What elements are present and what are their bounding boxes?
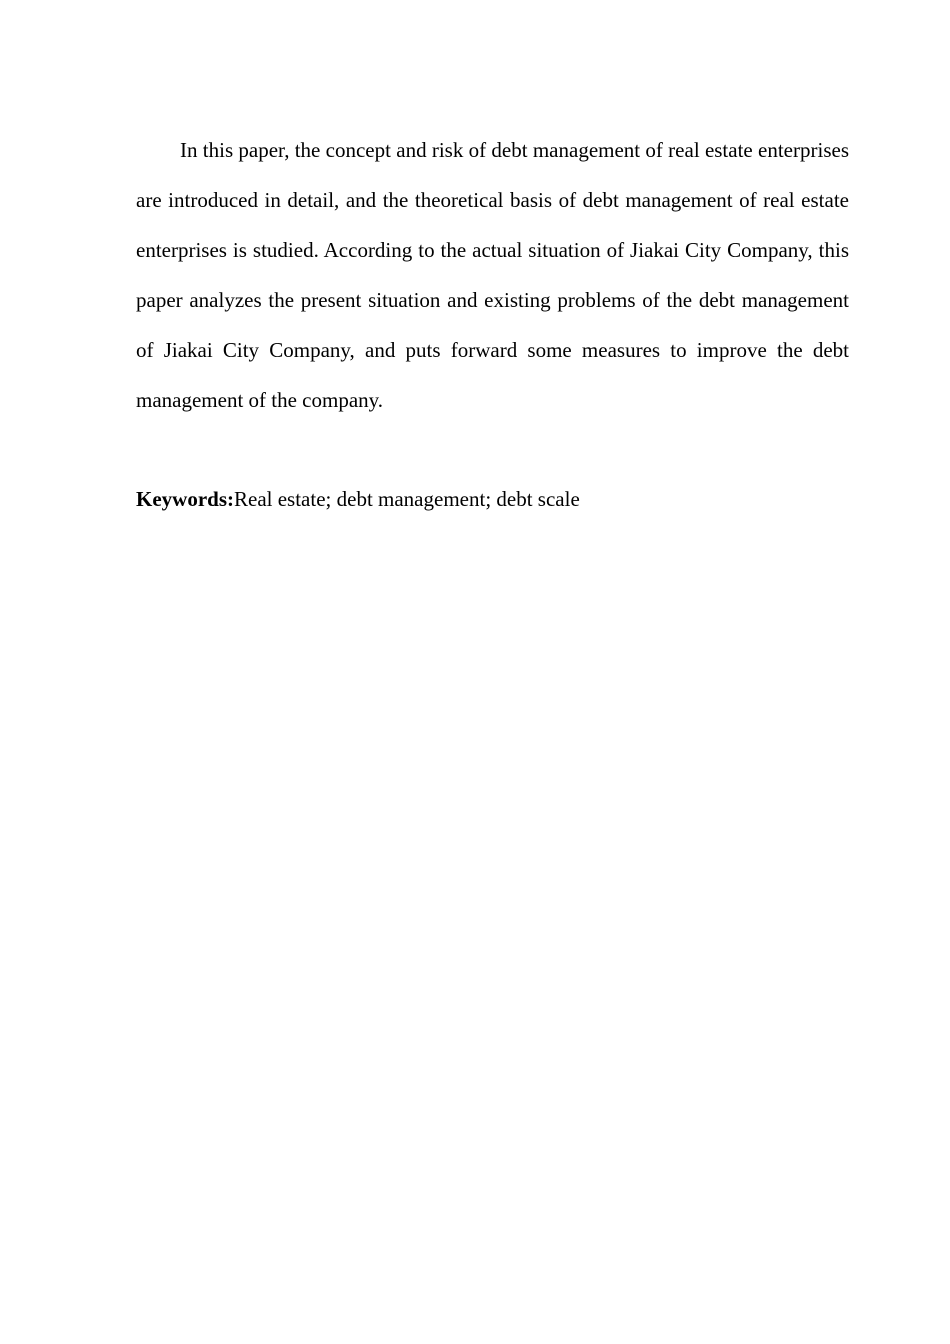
abstract-paragraph: In this paper, the concept and risk of debt management of real estate enterprises are introduced in detail, and the theoretical basis of debt management of real estate enterprises is studied. According to the actual situation of Jiakai City Company, this paper analyzes the present situation and existing problems of the debt management of Jiakai City Company, and puts forward some measures to improve the debt management of the company.: [136, 138, 849, 412]
keywords-text: Real estate; debt management; debt scale: [234, 487, 580, 511]
document-body: [136, 125, 849, 524]
keywords-line: [136, 474, 849, 524]
keywords-label: Keywords:: [136, 487, 234, 511]
